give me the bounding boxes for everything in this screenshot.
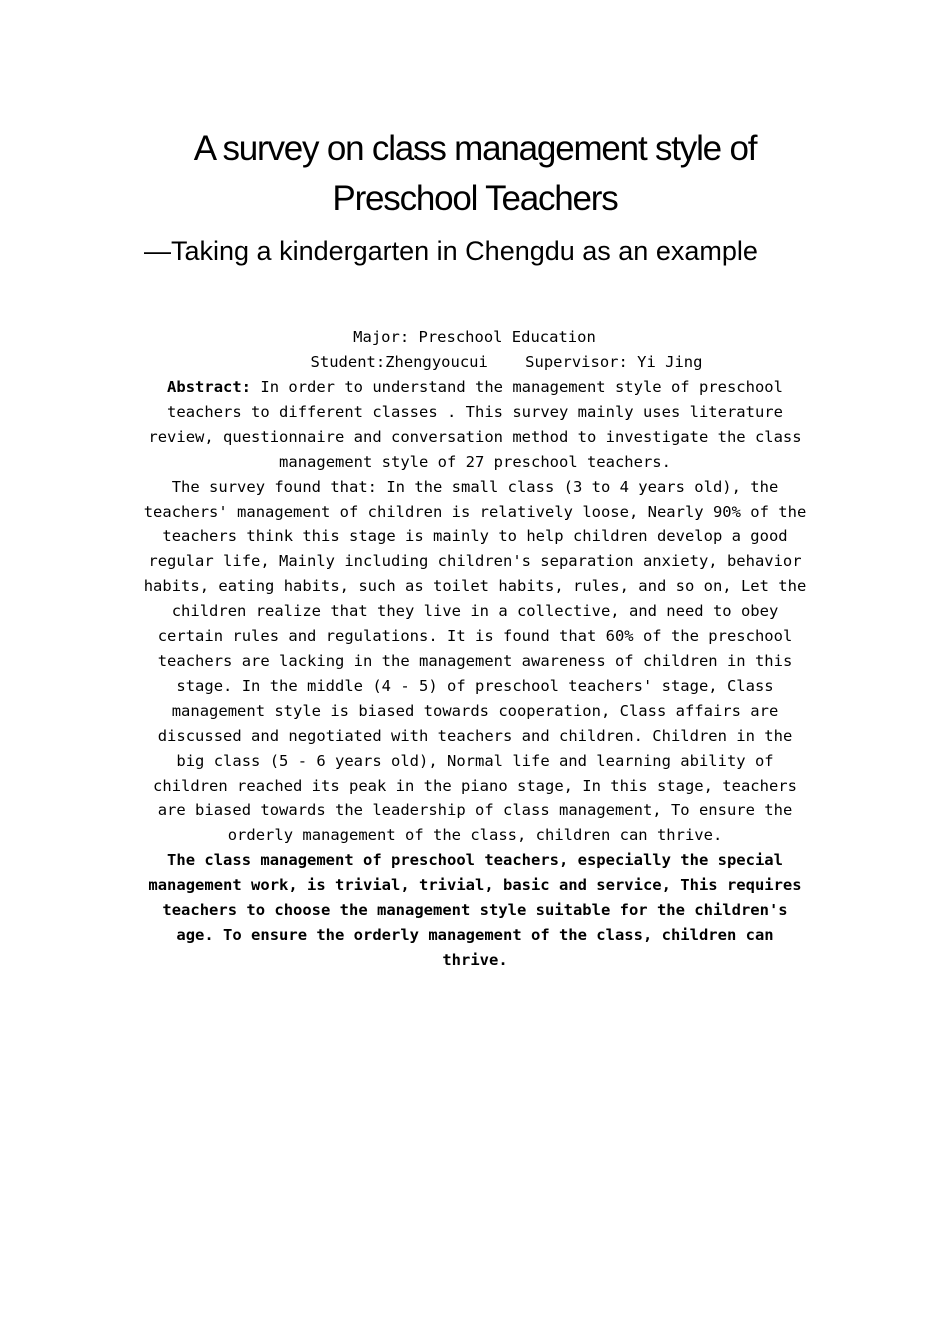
paper-title	[120, 124, 830, 224]
abstract-findings-paragraph: The survey found that: In the small class (3 to 4 years old), the teachers' management of children is relatively loose, Nearly 90% of the teachers think this stage is mainly to help children develop a good regular life, Mainly including children's separation anxiety, behavior habits, eating habits, such as toilet habits, rules, and so on, Let the children realize that they live in a collective, and need to obey certain rules and regulations. It is found that 60% of the preschool teachers are lacking in the management awareness of children in this stage. In the middle (4 - 5) of preschool teachers' stage, Class management style is biased towards cooperation, Class affairs are discussed and negotiated with teachers and children. Children in the big class (5 - 6 years old), Normal life and learning ability of children reached its peak in the piano stage, In this stage, teachers are biased towards the leadership of class management, To ensure the orderly management of the class, children can thrive.	[143, 477, 807, 845]
abstract-conclusion-paragraph: The class management of preschool teachers, especially the special management work, is trivial, trivial, basic and service, This requires teachers to choose the management style suitable for the children's age. To ensure the orderly management of the class, children can thrive.	[148, 851, 802, 969]
abstract-intro-paragraph	[143, 375, 807, 475]
abstract-label: Abstract:	[167, 378, 252, 396]
major-line: Major: Preschool Education	[353, 328, 596, 346]
student-supervisor-line: Student:Zhengyoucui Supervisor: Yi Jing	[310, 353, 703, 371]
abstract-intro-text: In order to understand the management style of preschool teachers to different classes . This survey mainly uses literature review, questionnaire and conversation method to investigate the class management style of 27 preschool teachers.	[148, 378, 802, 471]
paper-title-line-2: Preschool Teachers	[332, 179, 618, 218]
abstract-block	[143, 375, 807, 973]
paper-subtitle: —Taking a kindergarten in Chengdu as an example	[144, 236, 758, 266]
paper-title-line-1: A survey on class management style of	[193, 129, 757, 168]
